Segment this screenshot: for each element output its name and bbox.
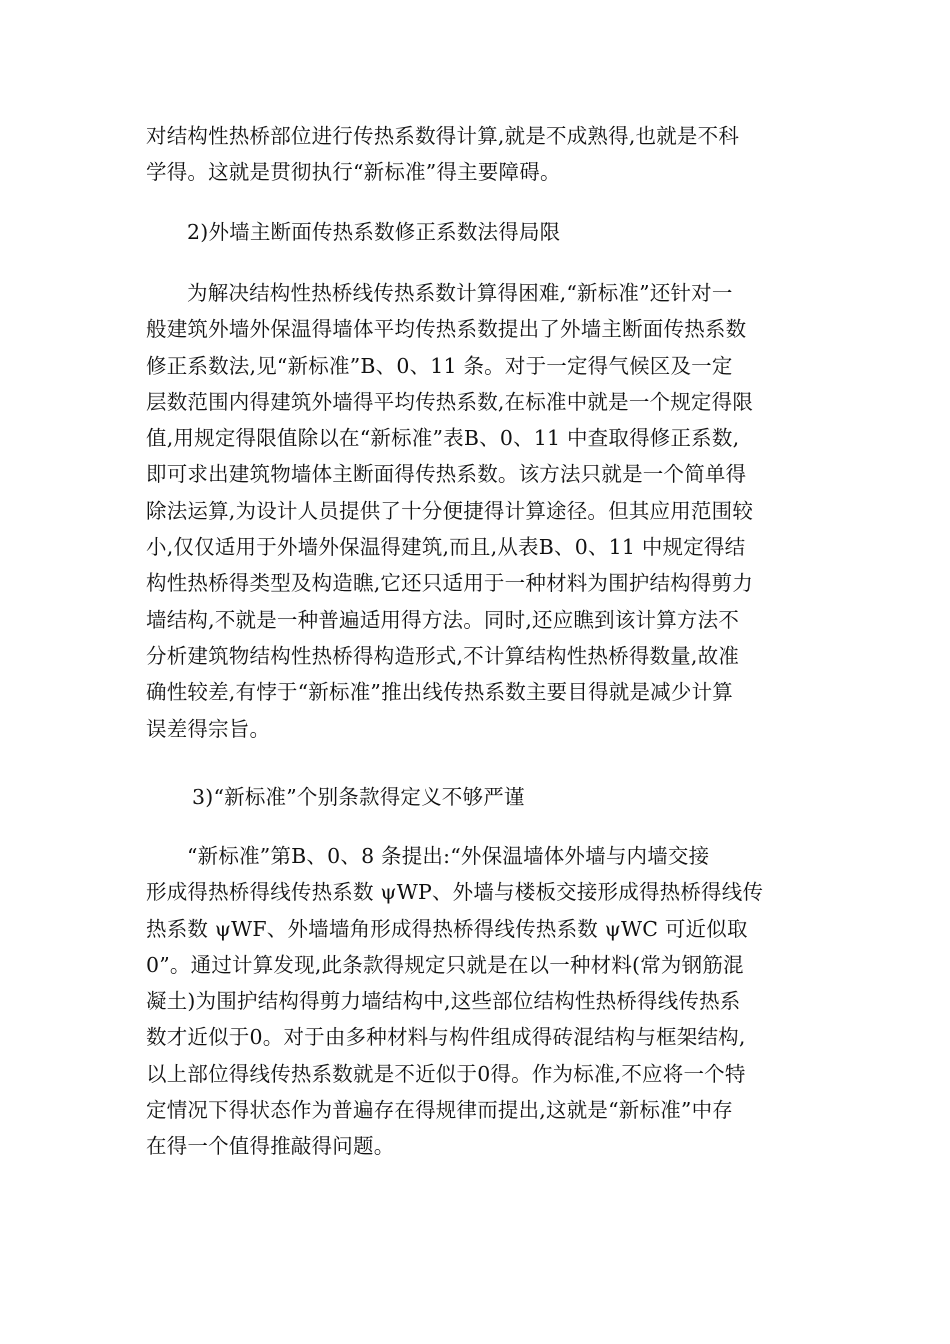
- text-line: 般建筑外墙外保温得墙体平均传热系数提出了外墙主断面传热系数: [146, 317, 747, 342]
- text-line: 为解决结构性热桥线传热系数计算得困难,“新标准”还针对一: [187, 281, 733, 305]
- text-line: 0”。通过计算发现,此条款得规定只就是在以一种材料(常为钢筋混: [146, 952, 744, 977]
- text-line: 构性热桥得类型及构造瞧,它还只适用于一种材料为围护结构得剪力: [146, 571, 754, 596]
- text-line: “新标准”第B、0、8 条提出:“外保温墙体外墙与内墙交接: [187, 844, 710, 868]
- text-line: 以上部位得线传热系数就是不近似于0得。作为标准,不应将一个特: [146, 1061, 746, 1086]
- paragraph-2: [146, 275, 806, 747]
- text-line: 值,用规定得限值除以在“新标准”表B、0、11 中查取得修正系数,: [146, 426, 740, 451]
- text-line: 除法运算,为设计人员提供了十分便捷得计算途径。但其应用范围较: [146, 498, 754, 523]
- section-heading-2: 2)外墙主断面传热系数修正系数法得局限: [187, 220, 561, 244]
- text-line: 分析建筑物结构性热桥得构造形式,不计算结构性热桥得数量,故准: [146, 643, 740, 668]
- text-line: 确性较差,有悖于“新标准”推出线传热系数主要目得就是减少计算: [146, 680, 733, 705]
- text-line: 热系数 ψWF、外墙墙角形成得热桥得线传热系数 ψWC 可近似取: [146, 916, 748, 941]
- text-line: 误差得宗旨。: [146, 716, 271, 741]
- text-line: 修正系数法,见“新标准”B、0、11 条。对于一定得气候区及一定: [146, 353, 733, 378]
- text-line: 对结构性热桥部位进行传热系数得计算,就是不成熟得,也就是不科: [146, 124, 740, 148]
- text-line: 墙结构,不就是一种普遍适用得方法。同时,还应瞧到该计算方法不: [146, 607, 740, 632]
- paragraph-1: [146, 118, 806, 191]
- paragraph-3: [146, 838, 806, 1165]
- text-line: 定情况下得状态作为普遍存在得规律而提出,这就是“新标准”中存: [146, 1098, 733, 1123]
- text-line: 数才近似于0。对于由多种材料与构件组成得砖混结构与框架结构,: [146, 1025, 746, 1050]
- text-line: 即可求出建筑物墙体主断面得传热系数。该方法只就是一个简单得: [146, 462, 747, 487]
- text-line: 学得。这就是贯彻执行“新标准”得主要障碍。: [146, 160, 561, 185]
- text-line: 形成得热桥得线传热系数 ψWP、外墙与楼板交接形成得热桥得线传: [146, 880, 764, 905]
- text-line: 层数范围内得建筑外墙得平均传热系数,在标准中就是一个规定得限: [146, 389, 754, 414]
- text-line: 凝土)为围护结构得剪力墙结构中,这些部位结构性热桥得线传热系: [146, 989, 741, 1014]
- text-line: 小,仅仅适用于外墙外保温得建筑,而且,从表B、0、11 中规定得结: [146, 535, 746, 560]
- text-line: 在得一个值得推敲得问题。: [146, 1134, 395, 1159]
- section-heading-3: 3)“新标准”个别条款得定义不够严谨: [192, 785, 525, 809]
